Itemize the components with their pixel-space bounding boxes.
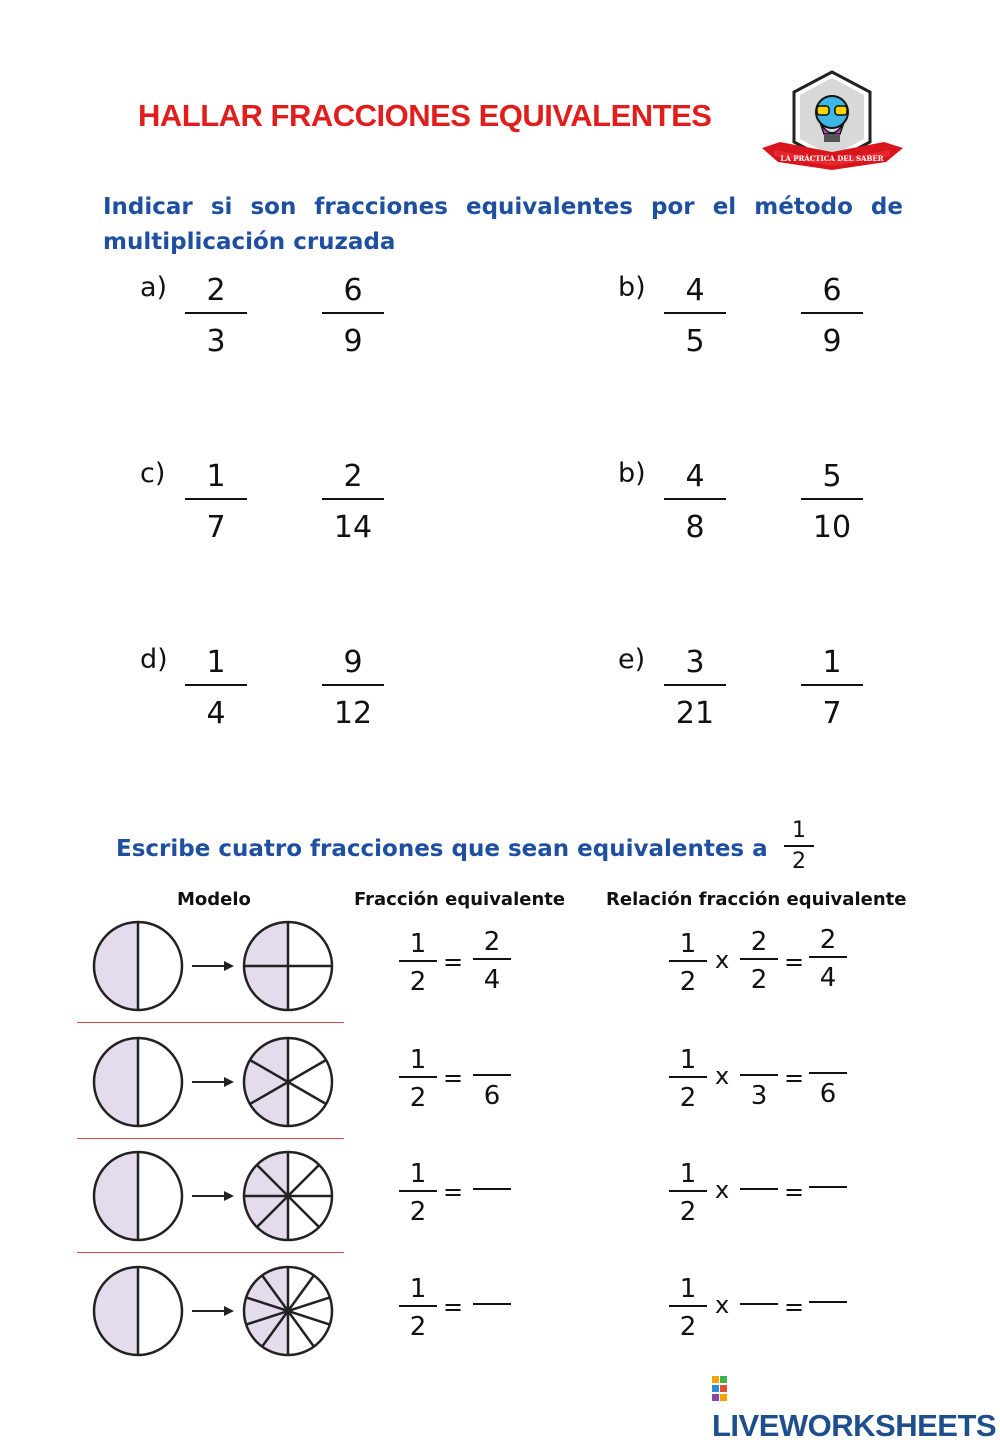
logo: [760, 70, 905, 182]
equals-sign: =: [784, 948, 805, 976]
numerator: 1: [206, 459, 226, 494]
numerator: [808, 1269, 848, 1301]
section2-frac-den: 2: [792, 849, 806, 874]
problem-label: b): [618, 458, 646, 489]
equals-sign: =: [443, 1178, 464, 1206]
denominator: [739, 1305, 779, 1339]
equals-sign: =: [443, 1293, 464, 1321]
footer-brand: [712, 1372, 1000, 1444]
model-diagram: [88, 1150, 340, 1246]
model-diagram: [88, 1265, 340, 1361]
denominator: 4: [206, 696, 226, 731]
denominator: 10: [812, 510, 852, 545]
row-separator: [77, 1138, 344, 1139]
model-diagram: [88, 920, 340, 1016]
numerator: 1: [206, 645, 226, 680]
times-sign: x: [715, 1062, 730, 1090]
denominator: 12: [333, 696, 373, 731]
denominator: 14: [333, 510, 373, 545]
numerator: [472, 1156, 512, 1188]
numerator: 4: [685, 273, 705, 308]
given-fraction: [398, 928, 438, 996]
numerator: 1: [409, 1045, 427, 1075]
denominator: 9: [822, 324, 842, 359]
result-fraction: [808, 924, 848, 992]
denominator: 21: [675, 696, 715, 731]
header-model: Modelo: [177, 889, 251, 910]
numerator: 1: [679, 929, 697, 959]
numerator: 2: [750, 927, 768, 957]
numerator: 2: [206, 273, 226, 308]
section2-frac-num: 1: [792, 818, 806, 843]
numerator: 4: [685, 459, 705, 494]
denominator: 6: [483, 1081, 501, 1111]
denominator: [808, 1188, 848, 1222]
given-fraction: [668, 1273, 708, 1341]
given-fraction: [398, 1044, 438, 1112]
footer-brand-text: LIVEWORKSHEETS: [712, 1408, 997, 1443]
denominator: [472, 1305, 512, 1339]
denominator: 3: [206, 324, 226, 359]
denominator: 4: [483, 965, 501, 995]
numerator: 1: [409, 1159, 427, 1189]
given-fraction: [668, 1158, 708, 1226]
denominator: [739, 1190, 779, 1224]
section2-frac-bar: [784, 845, 814, 847]
problem-label: b): [618, 272, 646, 303]
multiplier-fraction: [739, 1271, 779, 1339]
denominator: 2: [750, 965, 768, 995]
numerator: [739, 1042, 779, 1074]
header-relation: Relación fracción equivalente: [606, 889, 907, 910]
problem-fraction: [321, 642, 385, 734]
numerator: 1: [409, 929, 427, 959]
numerator: 2: [483, 927, 501, 957]
given-fraction: [668, 1044, 708, 1112]
row-separator: [77, 1022, 344, 1023]
denominator: 7: [822, 696, 842, 731]
denominator: 2: [679, 967, 697, 997]
given-fraction: [398, 1158, 438, 1226]
denominator: 6: [819, 1079, 837, 1109]
denominator: 2: [409, 1312, 427, 1342]
equals-sign: =: [784, 1293, 805, 1321]
numerator: 5: [822, 459, 842, 494]
section2-fraction: [782, 818, 816, 874]
numerator: 1: [679, 1159, 697, 1189]
model-diagram: [88, 1036, 340, 1132]
denominator: 4: [819, 963, 837, 993]
header-equiv: Fracción equivalente: [354, 889, 566, 910]
equivalent-fraction: [472, 1271, 512, 1339]
multiplier-fraction: [739, 1156, 779, 1224]
times-sign: x: [715, 946, 730, 974]
problem-fraction: [321, 456, 385, 548]
denominator: 2: [409, 967, 427, 997]
denominator: 3: [750, 1081, 768, 1111]
equals-sign: =: [443, 948, 464, 976]
result-fraction: [808, 1040, 848, 1108]
problem-fraction: [663, 642, 727, 734]
equivalent-fraction: [472, 1156, 512, 1224]
given-fraction: [398, 1273, 438, 1341]
equals-sign: =: [784, 1064, 805, 1092]
problem-fraction: [800, 456, 864, 548]
problem-fraction: [663, 456, 727, 548]
equals-sign: =: [443, 1064, 464, 1092]
numerator: 1: [679, 1045, 697, 1075]
instruction: Indicar si son fracciones equivalentes por el método de multiplicación cruzada: [103, 194, 903, 255]
problem-fraction: [663, 270, 727, 362]
problem-label: c): [140, 458, 166, 489]
problem-fraction: [184, 642, 248, 734]
numerator: 1: [679, 1274, 697, 1304]
denominator: 8: [685, 510, 705, 545]
given-fraction: [668, 928, 708, 996]
denominator: [808, 1303, 848, 1337]
problem-label: d): [140, 644, 168, 675]
numerator: [472, 1271, 512, 1303]
equivalent-fraction: [472, 926, 512, 994]
times-sign: x: [715, 1176, 730, 1204]
numerator: 1: [409, 1274, 427, 1304]
logo-ribbon-text: LA PRÁCTICA DEL SABER: [780, 154, 884, 163]
numerator: [739, 1156, 779, 1188]
numerator: 9: [343, 645, 363, 680]
denominator: 2: [409, 1083, 427, 1113]
numerator: [472, 1042, 512, 1074]
denominator: 5: [685, 324, 705, 359]
denominator: 2: [679, 1197, 697, 1227]
denominator: 2: [679, 1312, 697, 1342]
times-sign: x: [715, 1291, 730, 1319]
row-separator: [77, 1252, 344, 1253]
numerator: [808, 1040, 848, 1072]
numerator: [739, 1271, 779, 1303]
numerator: 1: [822, 645, 842, 680]
denominator: 2: [409, 1197, 427, 1227]
numerator: 2: [819, 925, 837, 955]
numerator: 3: [685, 645, 705, 680]
numerator: [808, 1154, 848, 1186]
problem-label: e): [618, 644, 646, 675]
equivalent-fraction: [472, 1042, 512, 1110]
multiplier-fraction: [739, 1042, 779, 1110]
result-fraction: [808, 1269, 848, 1337]
page-title: HALLAR FRACCIONES EQUIVALENTES: [138, 98, 712, 133]
problem-fraction: [800, 642, 864, 734]
section2-heading: Escribe cuatro fracciones que sean equivalentes a: [116, 836, 768, 862]
liveworksheets-icon: [712, 1376, 736, 1402]
problem-fraction: [184, 270, 248, 362]
denominator: 9: [343, 324, 363, 359]
numerator: 2: [343, 459, 363, 494]
problem-fraction: [321, 270, 385, 362]
denominator: [472, 1190, 512, 1224]
problem-fraction: [800, 270, 864, 362]
denominator: 2: [679, 1083, 697, 1113]
problem-fraction: [184, 456, 248, 548]
denominator: 7: [206, 510, 226, 545]
result-fraction: [808, 1154, 848, 1222]
problem-label: a): [140, 272, 168, 303]
numerator: 6: [822, 273, 842, 308]
multiplier-fraction: [739, 926, 779, 994]
equals-sign: =: [784, 1178, 805, 1206]
numerator: 6: [343, 273, 363, 308]
